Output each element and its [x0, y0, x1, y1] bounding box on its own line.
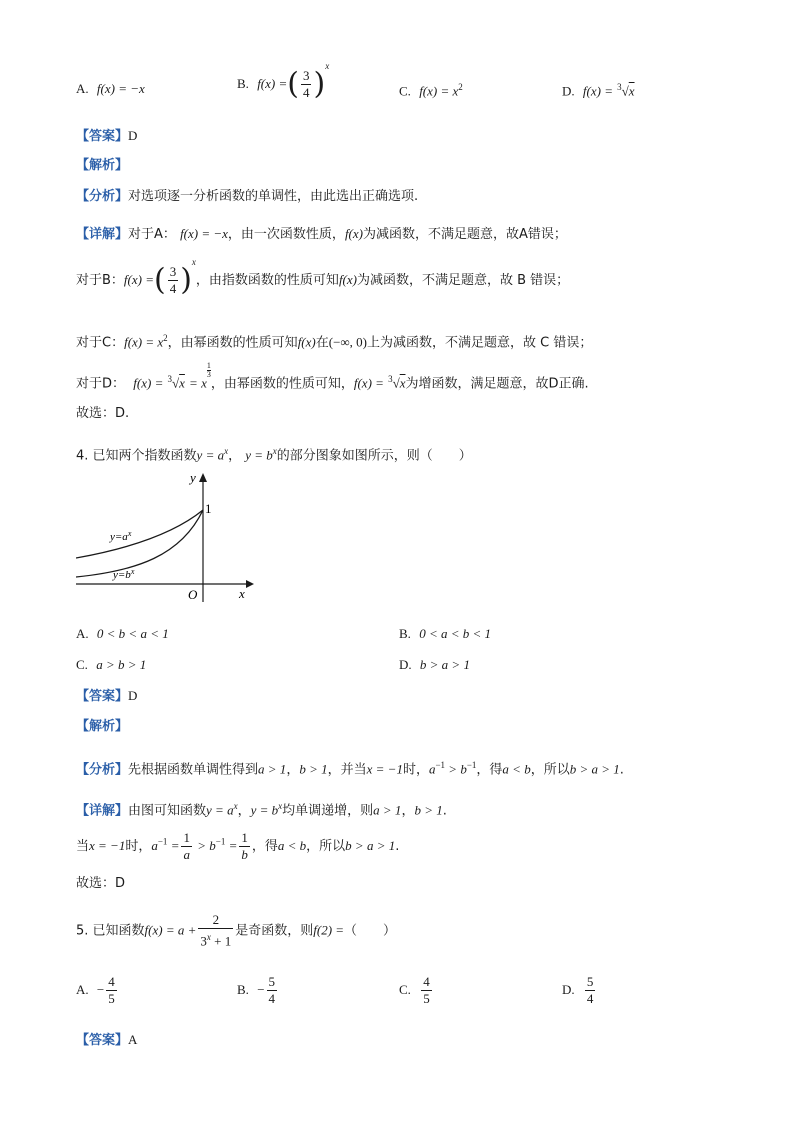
q4-detail-2: 当x = −1时，$a^{-1}$ = $\frac{1}{a}$ > $b^{-1}$ = $\frac{1}{b}$ ，得a < b，所以b > a > 1. — [76, 830, 400, 862]
q4-stem: 4. 已知两个指数函数$y = a^x$， $y = b^x$的部分图象如图所示，则（ ） — [76, 446, 472, 464]
q4-fenxi: 【分析】先根据函数单调性得到a > 1，b > 1，并当x = −1时，$a^{-1} > b^{-1}$，得a < b，所以b > a > 1. — [76, 760, 624, 778]
q4-option-c: C. a > b > 1 — [76, 657, 147, 672]
origin-label: O — [188, 587, 198, 602]
q4-exponential-graph — [76, 470, 256, 605]
q3-analysis-heading: 【解析】 — [76, 158, 129, 173]
q4-option-b: B. 0 < a < b < 1 — [399, 626, 492, 641]
q4-detail-1: 【详解】由图可知函数$y = a^x$，$y = b^x$均单调递增，则a > 1，b > 1. — [76, 801, 447, 819]
q3-option-b: B. f(x) =( $\frac{3}{4}$ )$^x$ — [237, 60, 330, 102]
q3-detail-b: 对于B：f(x) =( $\frac{3}{4}$ )$^x$，由指数函数的性质可知f(x)为减函数，不满足题意，故 B 错误； — [76, 256, 570, 298]
q5-option-d: D. $\frac{5}{4}$ — [562, 974, 594, 1006]
q3-answer: 【答案】D — [76, 128, 138, 144]
q3-detail-c: 对于C：$f(x) = x^2$，由幂函数的性质可知f(x)在(−∞, 0)上为减函数，不满足题意，故 C 错误； — [76, 333, 593, 351]
curve-a-label: $y=a^x$ — [110, 529, 132, 543]
x-axis-label: x — [239, 586, 245, 601]
q5-stem: 5. 已知函数f(x) = a + $\frac{2}{3^x + 1}$ 是奇函数，则f(2) =（ ） — [76, 912, 397, 949]
q3-conclusion: 故选：D. — [76, 406, 130, 421]
q3-option-a: A. f(x) = −x — [76, 81, 145, 96]
q3-detail-a: 【详解】对于A： f(x) = −x，由一次函数性质，f(x)为减函数，不满足题意，故A错误； — [76, 226, 567, 242]
curve-b — [76, 510, 203, 577]
one-label: 1 — [205, 501, 212, 516]
q4-analysis-heading: 【解析】 — [76, 719, 129, 734]
q4-conclusion: 故选：D — [76, 876, 126, 891]
q3-option-c: C. $f(x) = x^2$ — [399, 82, 463, 99]
q5-answer: 【答案】A — [76, 1032, 138, 1048]
q3-option-d: D. f(x) = $^3$√x — [562, 82, 635, 99]
y-axis-label: y — [190, 470, 196, 485]
y-axis-arrow — [199, 473, 207, 482]
x-axis-arrow — [246, 580, 254, 588]
curve-a — [76, 510, 203, 558]
q4-option-a: A. 0 < b < a < 1 — [76, 626, 169, 641]
q4-option-d: D. b > a > 1 — [399, 657, 470, 672]
q5-option-a: A. − $\frac{4}{5}$ — [76, 974, 115, 1006]
q5-option-b: B. − $\frac{5}{4}$ — [237, 974, 276, 1006]
q3-detail-d: 对于D： f(x) = $^3$√x = x $\frac{1}{3}$ ，由幂函数的性质可知，f(x) = $^3$√x为增函数，满足题意，故D正确. — [76, 361, 589, 392]
q4-answer: 【答案】D — [76, 688, 138, 704]
curve-b-label: $y=b^x$ — [113, 567, 135, 581]
q3-fenxi: 【分析】对选项逐一分析函数的单调性，由此选出正确选项. — [76, 189, 419, 204]
q5-option-c: C. $\frac{4}{5}$ — [399, 974, 430, 1006]
